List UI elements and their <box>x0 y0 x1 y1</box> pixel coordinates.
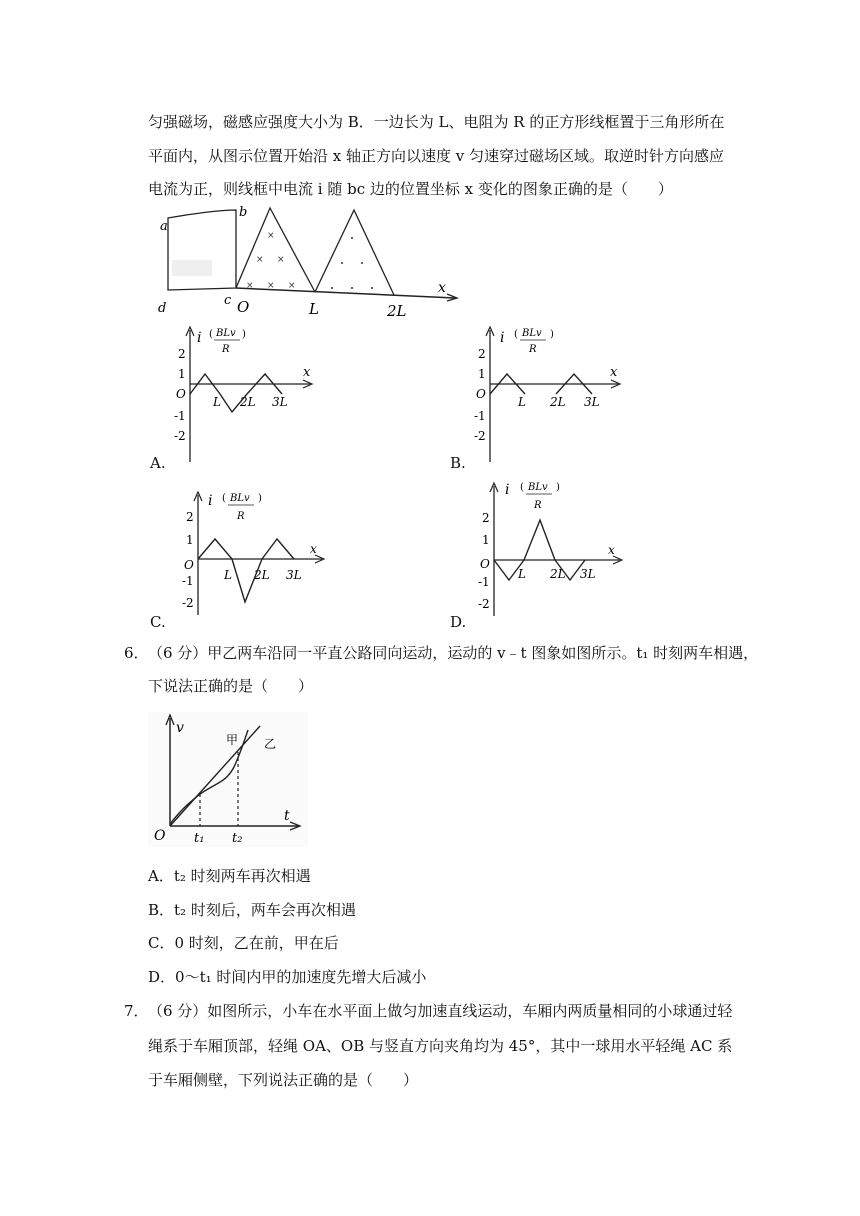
svg-text:(: ( <box>514 329 518 340</box>
ytick-O: O <box>176 387 186 401</box>
unit-den: R <box>237 511 245 522</box>
unit-num: BLv <box>230 493 250 504</box>
q6-option-d: D．0～t₁ 时间内甲的加速度先增大后减小 <box>148 968 427 986</box>
q5-main-figure <box>150 200 470 320</box>
unit-den: R <box>534 500 542 511</box>
option-c-graph <box>150 487 330 617</box>
ylabel: i <box>500 330 505 346</box>
option-b-graph <box>450 322 630 472</box>
xtick-3L: 3L <box>286 568 302 582</box>
svg-text:×: × <box>277 255 285 265</box>
xtick-3L: 3L <box>580 567 596 581</box>
axis-x: x <box>438 280 446 296</box>
axis-O: O <box>237 298 250 316</box>
vt-yi: 乙 <box>264 737 277 751</box>
ylabel: i <box>505 482 510 498</box>
option-c-letter: C. <box>150 613 166 631</box>
ytick-2: 2 <box>186 510 194 524</box>
q6-option-b: B．t₂ 时刻后，两车会再次相遇 <box>148 901 356 919</box>
option-b-letter: B. <box>450 454 466 472</box>
ytick-neg1: -1 <box>174 409 186 423</box>
svg-text:×: × <box>246 281 254 291</box>
xlabel: x <box>310 542 317 556</box>
ytick-1: 1 <box>482 533 490 547</box>
vt-origin: O <box>154 828 166 844</box>
q7-line-2: 绳系于车厢顶部，轻绳 OA、OB 与竖直方向夹角均为 45°，其中一球用水平轻绳 AC 系 <box>148 1037 733 1055</box>
svg-text:): ) <box>242 329 246 340</box>
unit-den: R <box>222 344 230 355</box>
ytick-2: 2 <box>478 347 486 361</box>
xtick-L: L <box>224 568 232 582</box>
ylabel: i <box>208 493 213 509</box>
svg-text:×: × <box>288 281 296 291</box>
xtick-L: L <box>518 567 526 581</box>
svg-text:): ) <box>556 482 560 493</box>
ytick-1: 1 <box>178 367 186 381</box>
vt-t2: t₂ <box>232 831 243 846</box>
q6-line-1: （6 分）甲乙两车沿同一平直公路同向运动，运动的 v﹣t 图象如图所示。t₁ 时刻两车相遇， <box>148 644 759 662</box>
svg-text:×: × <box>256 255 264 265</box>
xtick-L: L <box>213 395 221 409</box>
ytick-neg1: -1 <box>478 575 490 589</box>
xtick-2L: 2L <box>550 395 566 409</box>
square-frame <box>168 210 236 290</box>
option-a-graph <box>150 322 320 472</box>
option-a-letter: A. <box>150 454 166 472</box>
ytick-2: 2 <box>482 511 490 525</box>
q5-line-2: 平面内，从图示位置开始沿 x 轴正方向以速度 v 匀速穿过磁场区域。取逆时针方向感应 <box>148 147 725 165</box>
ytick-1: 1 <box>186 533 194 547</box>
unit-den: R <box>529 344 537 355</box>
q6-line-2: 下说法正确的是（ ） <box>148 677 314 695</box>
xtick-2L: 2L <box>254 568 270 582</box>
corner-a: a <box>160 219 168 234</box>
unit-num: BLv <box>522 328 542 339</box>
svg-text:(: ( <box>209 329 213 340</box>
triangle-2 <box>315 210 394 295</box>
ytick-O: O <box>476 387 486 401</box>
ytick-neg1: -1 <box>474 409 486 423</box>
corner-c: c <box>224 293 232 308</box>
xlabel: x <box>610 365 618 380</box>
xtick-2L: 2L <box>550 567 566 581</box>
q6-vt-figure <box>148 712 308 847</box>
triangle-1 <box>236 208 315 292</box>
vt-jia: 甲 <box>226 733 239 747</box>
q6-option-a: A．t₂ 时刻两车再次相遇 <box>148 867 311 885</box>
axis-2L: 2L <box>387 302 407 320</box>
option-d-graph <box>450 478 630 618</box>
svg-text:×: × <box>267 231 275 241</box>
ytick-1: 1 <box>478 367 486 381</box>
ytick-neg2: -2 <box>174 429 186 443</box>
unit-num: BLv <box>528 482 548 493</box>
q6-number: 6． <box>124 644 149 662</box>
field-into-marks <box>246 231 296 291</box>
svg-text:): ) <box>550 329 554 340</box>
q7-line-3: 于车厢侧壁，下列说法正确的是（ ） <box>148 1071 419 1089</box>
xlabel: x <box>303 365 311 380</box>
xtick-3L: 3L <box>584 395 600 409</box>
ytick-neg1: -1 <box>182 574 194 588</box>
xtick-3L: 3L <box>272 395 288 409</box>
ytick-O: O <box>480 557 490 571</box>
q7-number: 7． <box>124 1002 149 1020</box>
ytick-2: 2 <box>178 347 186 361</box>
ytick-neg2: -2 <box>182 596 194 610</box>
corner-d: d <box>158 301 167 316</box>
ytick-O: O <box>184 558 194 572</box>
q6-option-c: C．0 时刻，乙在前，甲在后 <box>148 934 339 952</box>
ylabel: i <box>197 330 202 346</box>
q5-line-3: 电流为正，则线框中电流 i 随 bc 边的位置坐标 x 变化的图象正确的是（ ） <box>148 180 673 198</box>
svg-text:×: × <box>267 281 275 291</box>
q5-line-1: 匀强磁场，磁感应强度大小为 B．一边长为 L、电阻为 R 的正方形线框置于三角形所在 <box>148 113 725 131</box>
corner-b: b <box>239 205 248 220</box>
vt-ylabel: v <box>176 720 184 736</box>
ytick-neg2: -2 <box>478 597 490 611</box>
vt-xlabel: t <box>284 808 290 824</box>
svg-text:): ) <box>258 493 262 504</box>
xtick-L: L <box>518 395 526 409</box>
svg-text:(: ( <box>222 493 226 504</box>
unit-num: BLv <box>216 328 236 339</box>
axis-L: L <box>309 300 319 318</box>
option-d-letter: D. <box>450 613 467 631</box>
ytick-neg2: -2 <box>474 429 486 443</box>
vt-t1: t₁ <box>194 831 205 846</box>
xtick-2L: 2L <box>240 395 256 409</box>
q7-line-1: （6 分）如图所示，小车在水平面上做匀加速直线运动，车厢内两质量相同的小球通过轻 <box>148 1002 733 1020</box>
xlabel: x <box>608 543 615 557</box>
svg-text:(: ( <box>520 482 524 493</box>
